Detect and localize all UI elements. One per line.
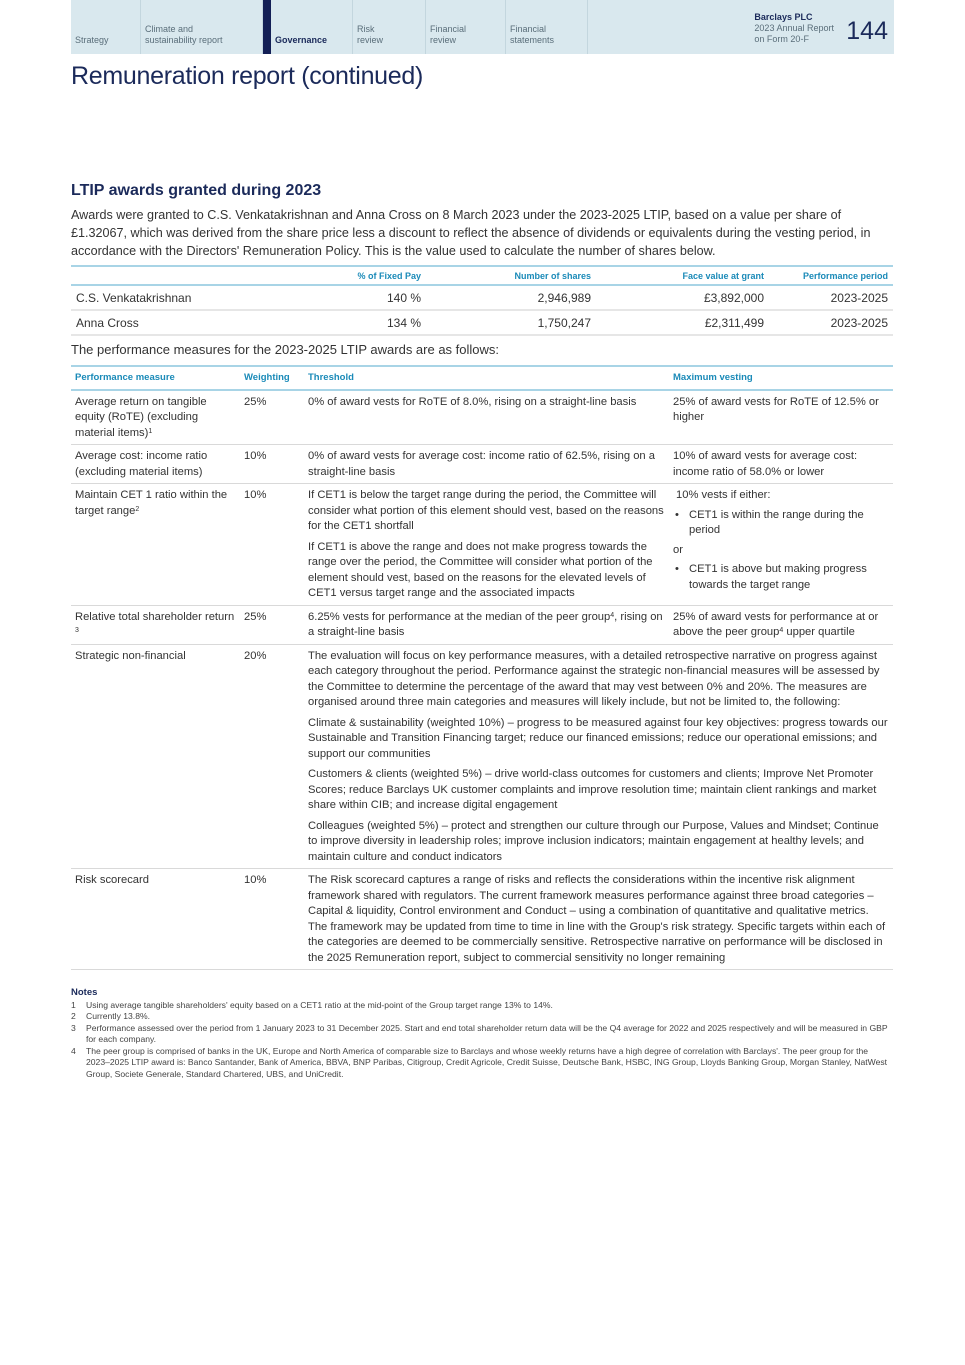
- cell-weighting: 25%: [240, 605, 304, 644]
- cell-measure: Average cost: income ratio (excluding material items): [71, 445, 240, 484]
- description-para: Climate & sustainability (weighted 10%) – progress to be measured against four key objectives: progress towards our Sustainable and Transition Financing target; reduce our financed emissions; reduce our operational emissions; and support our communities: [308, 716, 888, 760]
- measure-text: Maintain CET 1 ratio within the target range: [75, 489, 228, 517]
- brand-form: on Form 20-F: [754, 34, 809, 44]
- cell-threshold: [304, 605, 669, 644]
- maximum-or: or: [673, 543, 683, 556]
- cell-maximum: 10% of award vests for average cost: income ratio of 58.0% or lower: [669, 445, 893, 484]
- brand-block: [754, 12, 834, 45]
- col-performance-period: Performance period: [769, 266, 893, 285]
- col-name: [71, 266, 301, 285]
- cell-measure: [71, 605, 240, 644]
- page-title: Remuneration report (continued): [71, 62, 424, 90]
- cell-period: 2023-2025: [769, 285, 893, 310]
- nav-tab-financial-statements[interactable]: [506, 0, 588, 54]
- nav-label: Climate and sustainability report: [145, 24, 223, 45]
- cell-period: 2023-2025: [769, 310, 893, 335]
- note-number: 2: [71, 1011, 76, 1021]
- table-header-row: [71, 266, 893, 285]
- cell-threshold: 0% of award vests for average cost: income ratio of 62.5%, rising on a straight-line basis: [304, 445, 669, 484]
- note-number: 3: [71, 1022, 76, 1033]
- footnote-ref: 4: [610, 611, 615, 619]
- note-text: Currently 13.8%.: [86, 1011, 151, 1021]
- cell-description: [304, 644, 893, 869]
- section-title-ltip: LTIP awards granted during 2023: [71, 182, 322, 199]
- cell-measure: Risk scorecard: [71, 869, 240, 970]
- table-header-row: [71, 366, 893, 390]
- description-para: Customers & clients (weighted 5%) – drive world-class outcomes for customers and clients; Improve Net Promoter Scores; reduce Barclays UK customer complaints and improve resolution time; maintain client rankings and market share within CIB; and increase digital engagement: [308, 768, 877, 811]
- measure-text: Relative total shareholder return: [75, 610, 235, 623]
- cell-weighting: 20%: [240, 644, 304, 869]
- maximum-intro: 10% vests if either:: [676, 489, 771, 501]
- cell-weighting: 10%: [240, 445, 304, 484]
- note-item: [71, 1023, 893, 1046]
- nav-label: Strategy: [75, 35, 109, 45]
- col-threshold: Threshold: [304, 366, 669, 390]
- table-row: [71, 644, 893, 869]
- page-number: 144: [846, 17, 888, 45]
- maximum-bullet: • CET1 is above but making progress towards the target range: [687, 562, 889, 593]
- col-number-shares: Number of shares: [426, 266, 596, 285]
- nav-tab-financial-review[interactable]: [426, 0, 506, 54]
- threshold-text: , rising on a straight-line basis: [308, 610, 663, 638]
- cell-maximum: 25% of award vests for RoTE of 12.5% or higher: [669, 390, 893, 445]
- cell-face-value: £2,311,499: [596, 310, 769, 335]
- table-row: [71, 445, 893, 484]
- maximum-list: [673, 508, 889, 539]
- cell-weighting: 10%: [240, 869, 304, 970]
- note-item: [71, 1011, 893, 1023]
- nav-label: Governance: [275, 35, 328, 45]
- cell-shares: 1,750,247: [426, 310, 596, 335]
- brand-name: Barclays PLC: [754, 12, 813, 22]
- notes-section: [71, 987, 893, 1080]
- nav-label: Financial review: [430, 24, 467, 45]
- section-nav: [71, 0, 894, 54]
- footnote-ref: 3: [75, 627, 79, 634]
- table-row: [71, 484, 893, 606]
- col-pct-fixed-pay: % of Fixed Pay: [301, 266, 426, 285]
- cell-weighting: 25%: [240, 390, 304, 445]
- nav-label: Financial statements: [510, 24, 555, 45]
- maximum-text: 25% of award vests for performance at or above the peer group: [673, 610, 879, 638]
- note-text: The peer group is comprised of banks in the UK, Europe and North America of comparable size to Barclays and whose weekly returns have a high degree of correlation with Barclays'. The peer group for the 2023–2025 LTIP award is: Banco Santander, Bank of America, BBVA, BNP Paribas, Citigroup, Credit Agricole, Credit Suisse, Deutsche Bank, HSBC, ING Group, Lloyds Banking Group, Morgan Stanley, NatWest Group, Societe Generale, Standard Chartered, UBS, and UniCredit.: [86, 1045, 888, 1079]
- table-row: [71, 310, 893, 335]
- footnote-ref: 2: [135, 505, 140, 513]
- nav-tab-risk-review[interactable]: [353, 0, 426, 54]
- performance-intro: The performance measures for the 2023-2025 LTIP awards are as follows:: [71, 342, 500, 357]
- cell-measure: [71, 390, 240, 445]
- table-row: [71, 390, 893, 445]
- cell-name: Anna Cross: [71, 310, 301, 335]
- table-row: [71, 869, 893, 970]
- threshold-para: If CET1 is below the target range during the period, the Committee will consider what portion of this element should vest, based on the reasons for the CET1 shortfall: [308, 489, 664, 532]
- footnote-ref: 1: [148, 427, 153, 435]
- maximum-list: [673, 562, 889, 593]
- cell-threshold: 0% of award vests for RoTE of 8.0%, rising on a straight-line basis: [304, 390, 669, 445]
- cell-weighting: 10%: [240, 484, 304, 606]
- note-text: Using average tangible shareholders' equity based on a CET1 ratio at the mid-point of the Group target range 13% to 14%.: [86, 999, 553, 1010]
- cell-description: The Risk scorecard captures a range of risks and reflects the considerations within the incentive risk alignment framework shared with regulators. The current framework measures performance against three broad categories – Capital & liquidity, Control environment and Conduct – using a combination of quantitative and qualitative metrics. The framework may be updated from time to time in line with the Group's risk strategy. Specific targets within each of the categories are deemed to be commercially sensitive. Retrospective narrative on performance will be disclosed in the 2025 Remuneration report, subject to commercial sensitivity no longer remaining: [304, 869, 893, 970]
- ltip-awards-table: [71, 265, 893, 336]
- cell-threshold: [304, 484, 669, 606]
- table-row: [71, 605, 893, 644]
- nav-tab-climate[interactable]: [141, 0, 263, 54]
- note-number: 1: [71, 999, 76, 1010]
- measure-text: Average return on tangible equity (RoTE) (excluding material items): [75, 395, 207, 439]
- cell-pct: 134 %: [301, 310, 426, 335]
- col-measure: Performance measure: [71, 366, 240, 390]
- notes-title: Notes: [71, 987, 98, 998]
- cell-maximum: [669, 605, 893, 644]
- cell-measure: Strategic non-financial: [71, 644, 240, 869]
- cell-measure: [71, 484, 240, 606]
- cell-shares: 2,946,989: [426, 285, 596, 310]
- col-face-value: Face value at grant: [596, 266, 769, 285]
- maximum-text: upper quartile: [783, 626, 855, 638]
- note-number: 4: [71, 1045, 76, 1056]
- threshold-para: If CET1 is above the range and does not make progress towards the range over the period, the Committee will consider what portion of the element should vest, based on the reasons for the elevated levels of CET1 versus target range and the associated impacts: [308, 540, 653, 599]
- cell-name: C.S. Venkatakrishnan: [71, 285, 301, 310]
- nav-label: Risk review: [357, 24, 384, 45]
- col-maximum-vesting: Maximum vesting: [669, 366, 893, 390]
- note-item: [71, 1046, 893, 1081]
- cell-pct: 140 %: [301, 285, 426, 310]
- cell-maximum: [669, 484, 893, 606]
- note-text: Performance assessed over the period from 1 January 2023 to 31 December 2025. Start and end total shareholder return data will be the Q4 average for 2022 and 2025 respectively and will be measured in GBP for each company.: [86, 1022, 888, 1044]
- footnote-ref: 4: [779, 627, 784, 634]
- maximum-bullet: • CET1 is within the range during the period: [687, 508, 889, 539]
- nav-tab-governance[interactable]: [263, 0, 353, 54]
- performance-measures-table: [71, 365, 893, 970]
- cell-face-value: £3,892,000: [596, 285, 769, 310]
- threshold-text: 6.25% vests for performance at the median of the peer group: [308, 610, 611, 623]
- brand-report: 2023 Annual Report: [754, 23, 834, 33]
- ltip-intro: Awards were granted to C.S. Venkatakrishnan and Anna Cross on 8 March 2023 under the 2023-2025 LTIP, based on a value per share of £1.32067, which was derived from the share price less a discount to reflect the absence of dividends or equivalents during the vesting period, in accordance with the Directors' Remuneration Policy. This is the value used to calculate the number of shares below.: [71, 208, 871, 258]
- nav-tab-strategy[interactable]: [71, 0, 141, 54]
- note-item: [71, 1000, 893, 1012]
- table-row: [71, 285, 893, 310]
- description-para: The evaluation will focus on key performance measures, with a detailed retrospective narrative on progress against each category throughout the period. Performance against the strategic non-financial measures will be assessed by the Committee to determine the percentage of the award that may vest between 0% and 20%. The measures are organised around three main categories and measures will likely include, but not be limited to, the following:: [308, 649, 880, 708]
- col-weighting: Weighting: [240, 366, 304, 390]
- description-para: Colleagues (weighted 5%) – protect and strengthen our culture through our Purpose, Values and Mindset; Continue to improve diversity in leadership roles; improve inclusion indicators; maintain engagement at healthy levels; and maintain culture and conduct indicators: [308, 819, 879, 863]
